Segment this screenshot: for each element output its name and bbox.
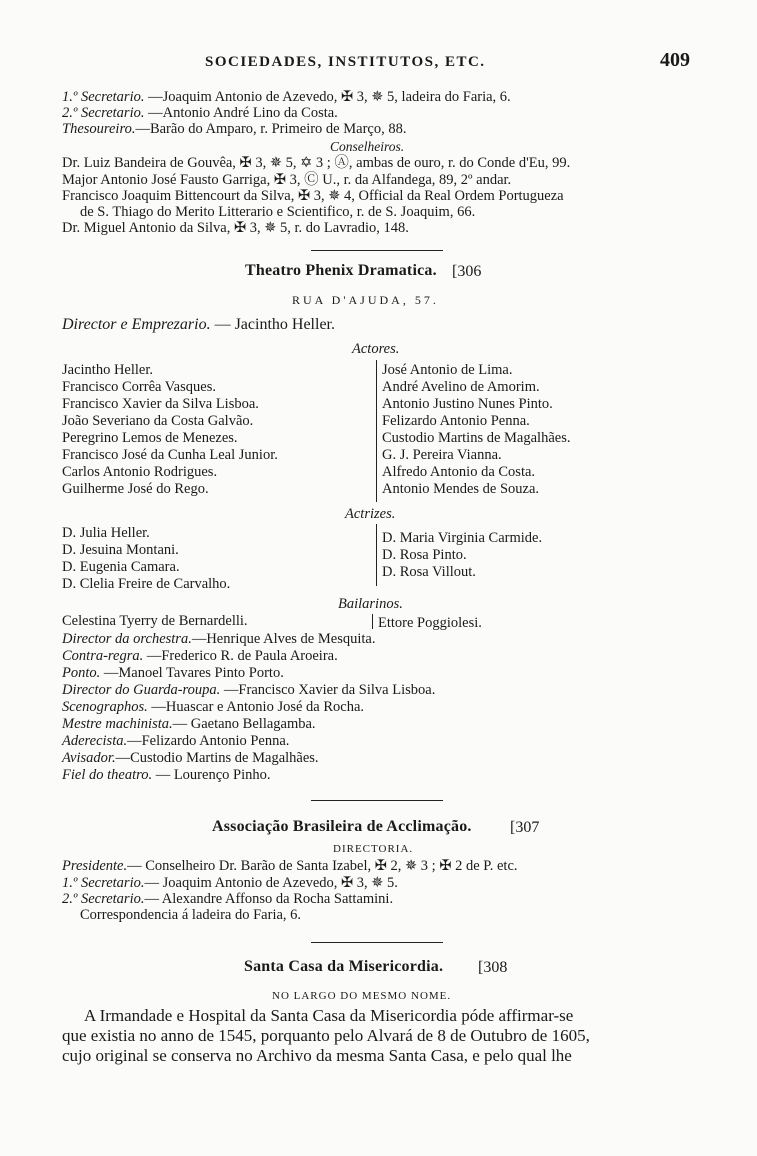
bailarinos-heading: Bailarinos.	[338, 596, 403, 612]
actor-left: Francisco Xavier da Silva Lisboa.	[62, 396, 259, 412]
staff-line: Director da orchestra.—Henrique Alves de Mesquita.	[62, 631, 376, 647]
actor-left: Guilherme José do Rego.	[62, 481, 209, 497]
associacao-line: 1.º Secretario.— Joaquim Antonio de Azevedo, ✠ 3, ✵ 5.	[62, 875, 398, 891]
paragraph-line: que existia no anno de 1545, porquanto pelo Alvará de 8 de Outubro de 1605,	[62, 1026, 590, 1045]
column-divider	[372, 614, 373, 629]
associacao-subheading: DIRECTORIA.	[333, 843, 414, 855]
conselheiros-heading: Conselheiros.	[330, 139, 405, 154]
actress-left: D. Jesuina Montani.	[62, 542, 179, 558]
santa-casa-title: Santa Casa da Misericordia.	[244, 958, 444, 975]
actor-right: Custodio Martins de Magalhães.	[382, 430, 571, 446]
theatro-number: [306	[452, 263, 482, 280]
theatro-title: Theatro Phenix Dramatica.	[245, 262, 437, 279]
conselheiro-line: Dr. Luiz Bandeira de Gouvêa, ✠ 3, ✵ 5, ✡ 3 ; Ⓐ, ambas de ouro, r. do Conde d'Eu, 99.	[62, 155, 571, 171]
actor-right: André Avelino de Amorim.	[382, 379, 540, 395]
column-divider	[376, 524, 377, 586]
actress-right: D. Rosa Pinto.	[382, 547, 467, 563]
actores-heading: Actores.	[352, 341, 400, 357]
staff-line: Mestre machinista.— Gaetano Bellagamba.	[62, 716, 316, 732]
conselheiro-line: de S. Thiago do Merito Litterario e Scientifico, r. de S. Joaquim, 66.	[80, 204, 476, 220]
actress-right: D. Maria Virginia Carmide.	[382, 530, 543, 546]
actor-right: Antonio Justino Nunes Pinto.	[382, 396, 553, 412]
actor-left: Francisco Corrêa Vasques.	[62, 379, 216, 395]
conselheiro-line: Major Antonio José Fausto Garriga, ✠ 3, Ⓒ U., r. da Alfandega, 89, 2º andar.	[62, 172, 512, 188]
actrizes-heading: Actrizes.	[345, 506, 396, 522]
associacao-line: Presidente.— Conselheiro Dr. Barão de Santa Izabel, ✠ 2, ✵ 3 ; ✠ 2 de P. etc.	[62, 858, 518, 874]
running-header: SOCIEDADES, INSTITUTOS, ETC.	[205, 54, 486, 70]
actor-left: Carlos Antonio Rodrigues.	[62, 464, 218, 480]
actor-right: Antonio Mendes de Souza.	[382, 481, 540, 497]
actress-left: D. Julia Heller.	[62, 525, 150, 541]
section-divider	[311, 800, 443, 801]
actor-right: Alfredo Antonio da Costa.	[382, 464, 536, 480]
column-divider	[376, 360, 377, 502]
actor-left: Peregrino Lemos de Menezes.	[62, 430, 238, 446]
treasurer-line: Thesoureiro.—Barão do Amparo, r. Primeiro de Março, 88.	[62, 121, 407, 137]
staff-line: Ponto. —Manoel Tavares Pinto Porto.	[62, 665, 284, 681]
conselheiro-line: Dr. Miguel Antonio da Silva, ✠ 3, ✵ 5, r. do Lavradio, 148.	[62, 220, 409, 236]
staff-line: Scenographos. —Huascar e Antonio José da Rocha.	[62, 699, 365, 715]
staff-line: Fiel do theatro. — Lourenço Pinho.	[62, 767, 271, 783]
staff-line: Avisador.—Custodio Martins de Magalhães.	[62, 750, 319, 766]
section-divider	[311, 250, 443, 251]
actress-left: D. Eugenia Camara.	[62, 559, 180, 575]
associacao-note: Correspondencia á ladeira do Faria, 6.	[80, 907, 302, 923]
actor-left: Jacintho Heller.	[62, 362, 154, 378]
staff-line: Director do Guarda-roupa. —Francisco Xavier da Silva Lisboa.	[62, 682, 436, 698]
page-number: 409	[660, 49, 690, 71]
paragraph-line: cujo original se conserva no Archivo da mesma Santa Casa, e pelo qual lhe	[62, 1046, 572, 1065]
actress-right: D. Rosa Villout.	[382, 564, 476, 580]
associacao-line: 2.º Secretario.— Alexandre Affonso da Rocha Sattamini.	[62, 891, 394, 907]
dancer-right: Ettore Poggiolesi.	[378, 615, 482, 631]
staff-line: Aderecista.—Felizardo Antonio Penna.	[62, 733, 290, 749]
actor-left: João Severiano da Costa Galvão.	[62, 413, 254, 429]
associacao-title: Associação Brasileira de Acclimação.	[212, 818, 472, 835]
associacao-number: [307	[510, 819, 540, 836]
santa-casa-number: [308	[478, 959, 508, 976]
actor-right: G. J. Pereira Vianna.	[382, 447, 502, 463]
second-secretary-line: 2.º Secretario. —Antonio André Lino da Costa.	[62, 105, 338, 121]
staff-line: Contra-regra. —Frederico R. de Paula Aroeira.	[62, 648, 338, 664]
actor-left: Francisco José da Cunha Leal Junior.	[62, 447, 278, 463]
conselheiro-line: Francisco Joaquim Bittencourt da Silva, ✠ 3, ✵ 4, Official da Real Ordem Portugueza	[62, 188, 564, 204]
theatro-address: RUA D'AJUDA, 57.	[292, 293, 439, 307]
dancer-left: Celestina Tyerry de Bernardelli.	[62, 613, 248, 629]
santa-casa-subheading: NO LARGO DO MESMO NOME.	[272, 990, 452, 1002]
actor-right: Felizardo Antonio Penna.	[382, 413, 530, 429]
first-secretary-line: 1.º Secretario. —Joaquim Antonio de Azevedo, ✠ 3, ✵ 5, ladeira do Faria, 6.	[62, 89, 511, 105]
theatro-director: Director e Emprezario. — Jacintho Heller.	[62, 316, 335, 333]
actress-left: D. Clelia Freire de Carvalho.	[62, 576, 231, 592]
actor-right: José Antonio de Lima.	[382, 362, 513, 378]
paragraph-line: A Irmandade e Hospital da Santa Casa da Misericordia póde affirmar-se	[84, 1006, 574, 1025]
section-divider	[311, 942, 443, 943]
